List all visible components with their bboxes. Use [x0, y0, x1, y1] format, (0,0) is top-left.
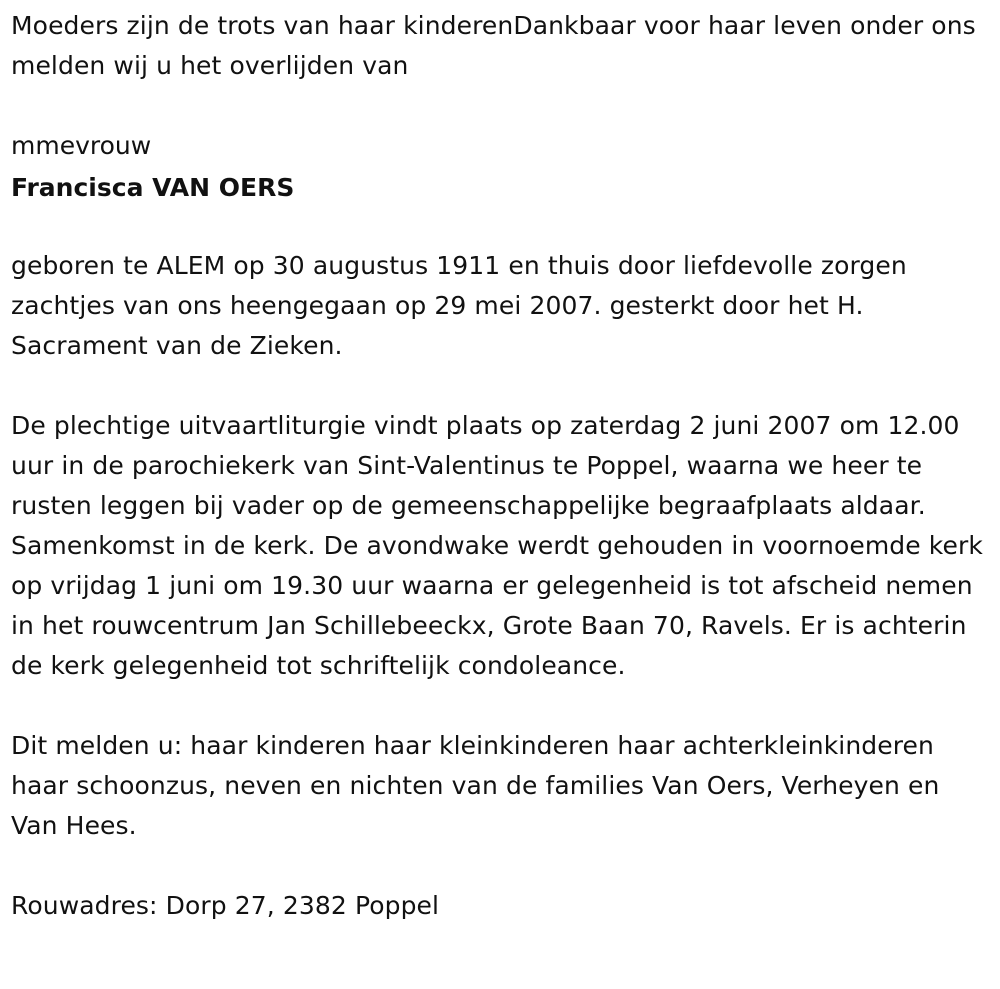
spacer	[11, 846, 991, 886]
spacer	[11, 366, 991, 406]
address-line: Rouwadres: Dorp 27, 2382 Poppel	[11, 891, 440, 920]
salutation: mmevrouw	[11, 131, 152, 160]
deceased-name: Francisca VAN OERS	[11, 173, 295, 202]
birth-death-paragraph: geboren te ALEM op 30 augustus 1911 en thuis door liefdevolle zorgen zachtjes van ons heengegaan op 29 mei 2007. gesterkt door het H. Sacrament van de Zieken.	[11, 251, 907, 360]
spacer	[11, 686, 991, 726]
ceremony-paragraph: De plechtige uitvaartliturgie vindt plaats op zaterdag 2 juni 2007 om 12.00 uur in de parochiekerk van Sint-Valentinus te Poppel, waarna we heer te rusten leggen bij vader op de gemeenschappelijke begraafplaats aldaar. Samenkomst in de kerk. De avondwake werdt gehouden in voornoemde kerk op vrijdag 1 juni om 19.30 uur waarna er gelegenheid is tot afscheid nemen in het rouwcentrum Jan Schillebeeckx, Grote Baan 70, Ravels. Er is achterin de kerk gelegenheid tot schriftelijk condoleance.	[11, 411, 983, 680]
family-paragraph: Dit melden u: haar kinderen haar kleinkinderen haar achterkleinkinderen haar schoonzus, neven en nichten van de families Van Oers, Verheyen en Van Hees.	[11, 731, 940, 840]
death-notice	[11, 6, 991, 926]
spacer	[11, 210, 991, 246]
intro-paragraph: Moeders zijn de trots van haar kinderenDankbaar voor haar leven onder ons melden wij u het overlijden van	[11, 11, 976, 80]
spacer	[11, 86, 991, 126]
